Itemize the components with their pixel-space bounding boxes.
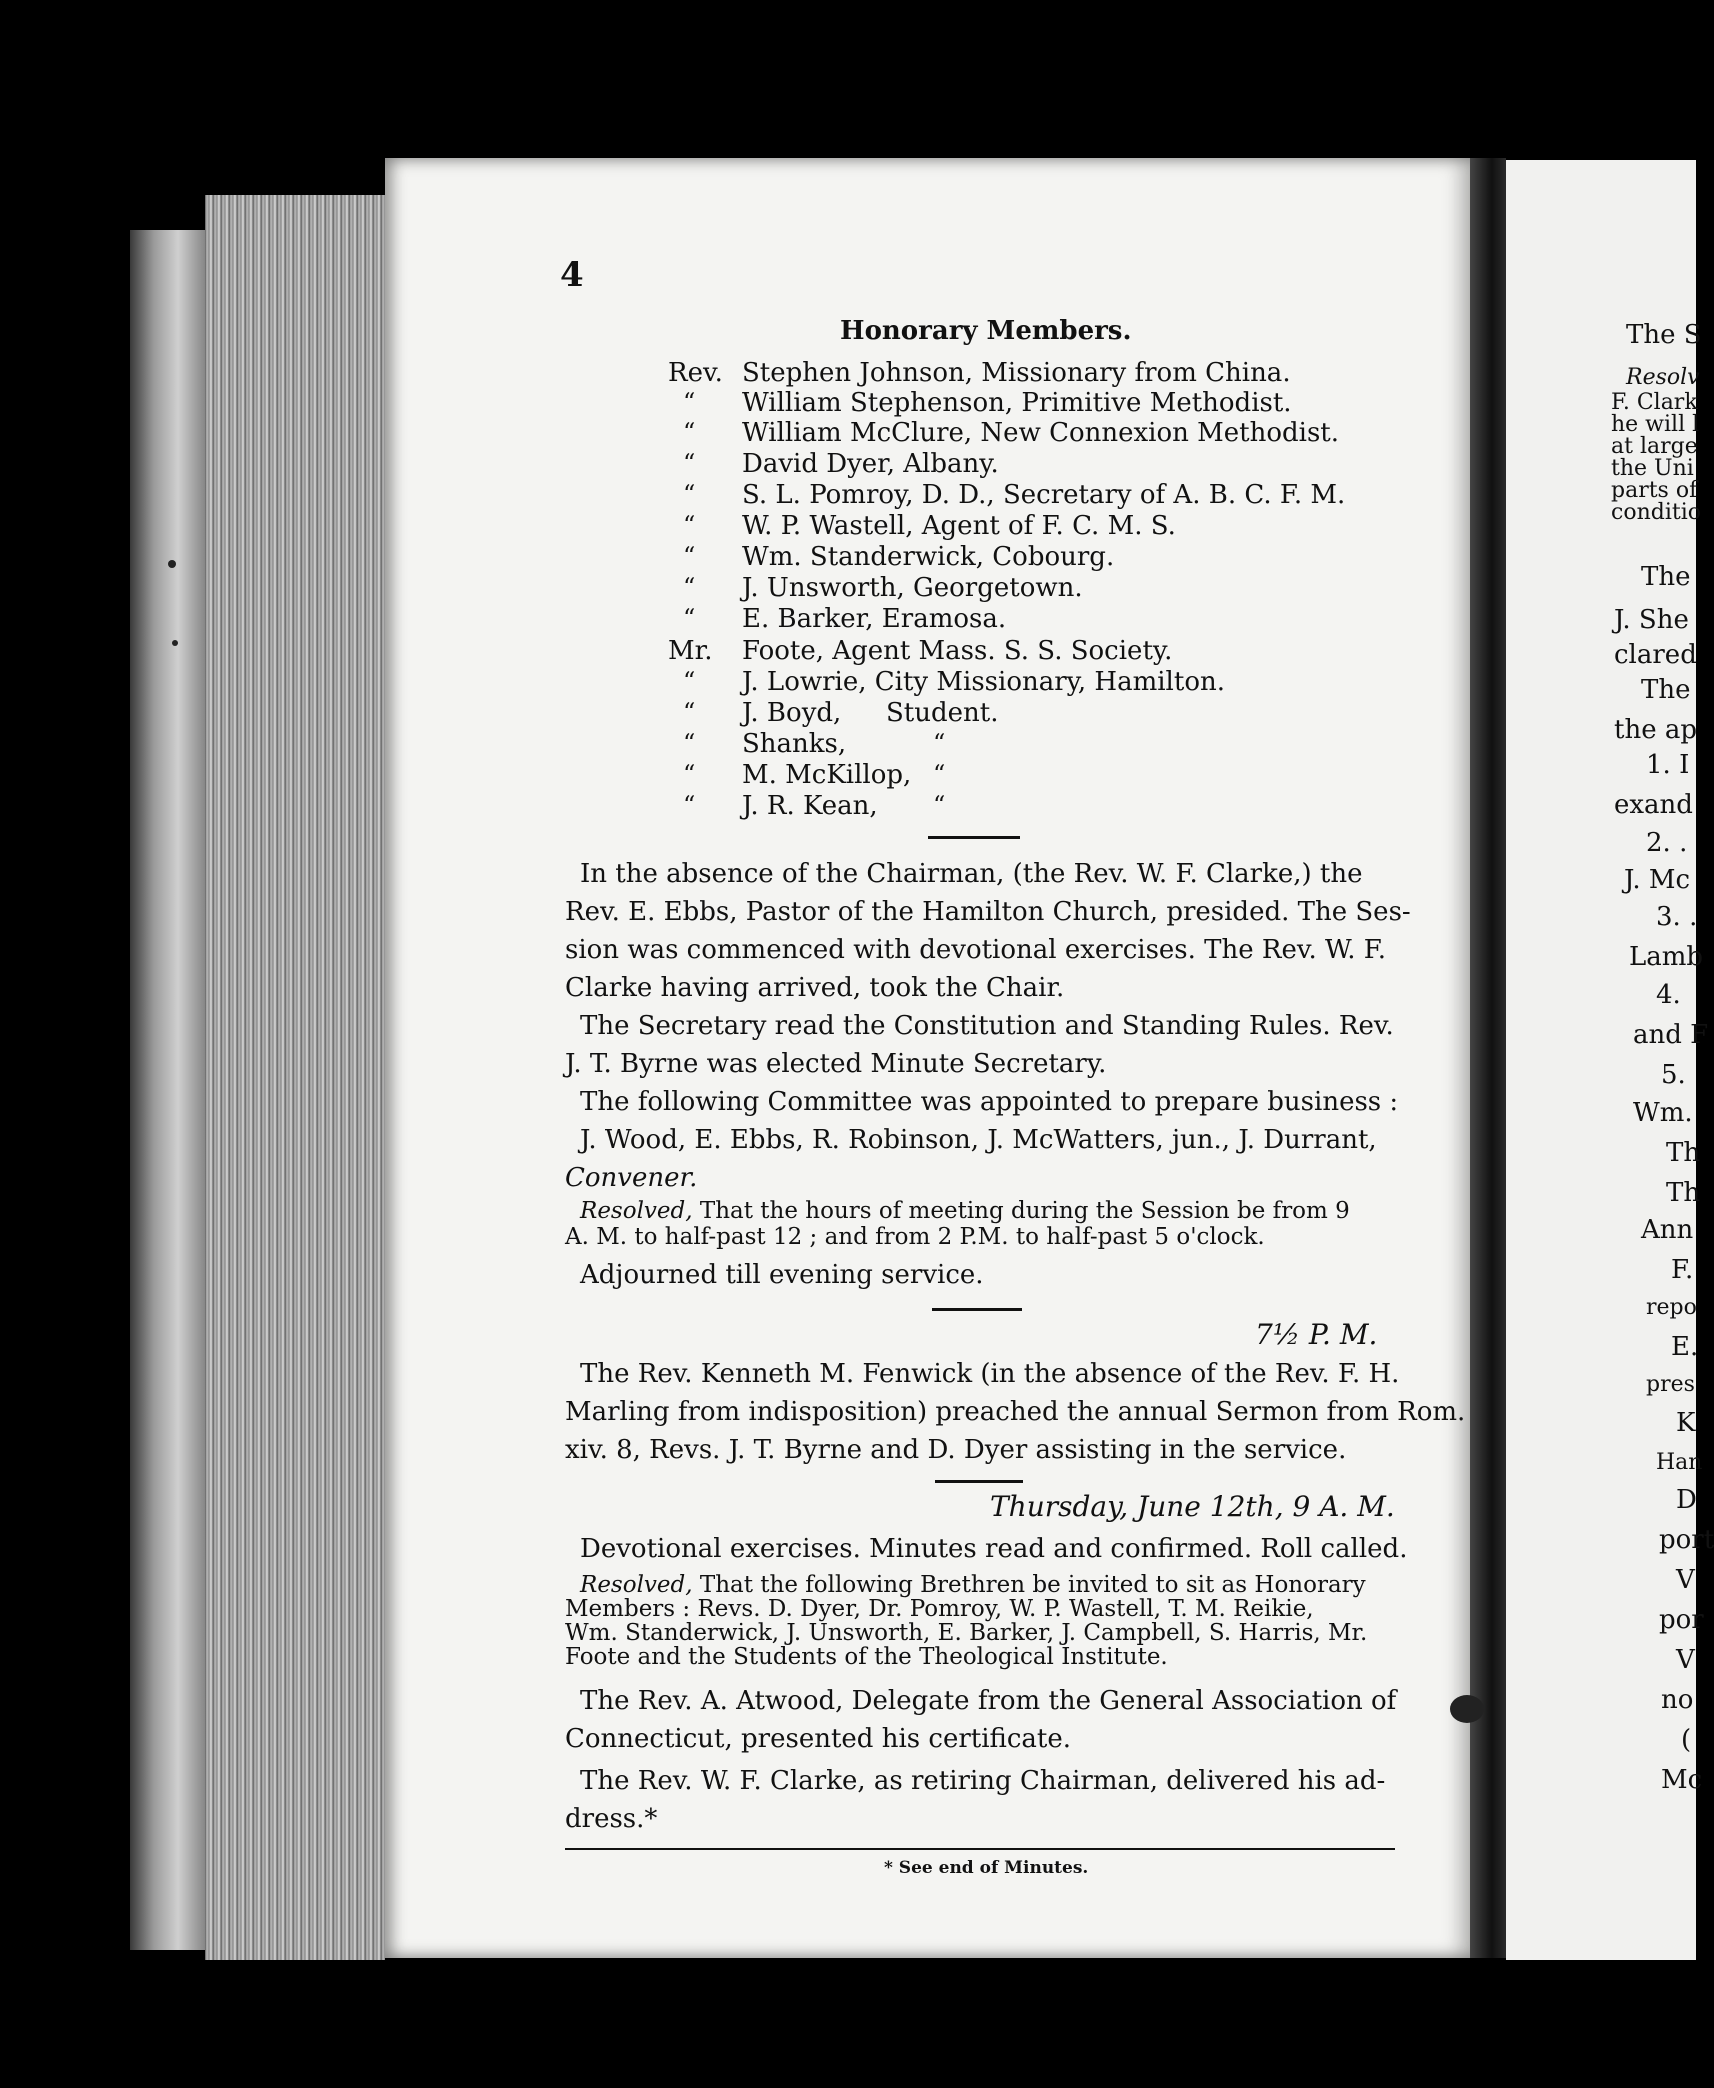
member-role-ditto: “ [933, 760, 946, 788]
member-title: “ [683, 729, 696, 757]
paragraph-text: That the following Brethren be invited to sit as Honorary [699, 1572, 1366, 1598]
member-title: “ [683, 698, 696, 726]
right-page-line: conditio [1611, 500, 1701, 525]
member-title: Rev. [668, 358, 723, 388]
secretary-paragraph [565, 1007, 1395, 1083]
page-stack-edge [205, 195, 385, 1960]
member-name: William Stephenson, Primitive Methodist. [742, 388, 1292, 418]
paragraph-line: Foote and the Students of the Theological Institute. [565, 1644, 1168, 1670]
right-page-line: Ann [1641, 1215, 1694, 1245]
paragraph-line: Clarke having arrived, took the Chair. [565, 973, 1065, 1003]
member-role: Student. [886, 698, 999, 728]
book-cover-edge [130, 230, 210, 1950]
member-title: “ [683, 604, 696, 632]
paragraph-line: sion was commenced with devotional exercises. The Rev. W. F. [565, 935, 1386, 965]
ink-speck [168, 560, 176, 568]
paragraph-line: xiv. 8, Revs. J. T. Byrne and D. Dyer assisting in the service. [565, 1435, 1347, 1465]
paragraph-line: A. M. to half-past 12 ; and from 2 P.M. to half-past 5 o'clock. [565, 1224, 1265, 1250]
book-gutter [1470, 158, 1506, 1958]
right-page-line: 2. . [1646, 828, 1688, 858]
paragraph-line: The following Committee was appointed to prepare business : [580, 1087, 1399, 1117]
member-name: David Dyer, Albany. [742, 449, 999, 479]
member-name: William McClure, New Connexion Methodist. [742, 418, 1340, 448]
right-page-line: F. Clark [1611, 390, 1698, 415]
member-title: Mr. [668, 636, 713, 666]
right-page-line: Th [1666, 1178, 1701, 1208]
right-page-line: Han [1656, 1450, 1703, 1475]
member-title: “ [683, 791, 696, 819]
member-title: “ [683, 667, 696, 695]
right-page-line: J. Mc [1624, 865, 1691, 895]
sermon-paragraph [565, 1355, 1466, 1469]
resolved-honorary [565, 1573, 1395, 1669]
right-page-line: por [1659, 1605, 1704, 1635]
paragraph-line: The Rev. Kenneth M. Fenwick (in the absence of the Rev. F. H. [580, 1359, 1400, 1389]
right-page-line: D [1676, 1485, 1697, 1515]
right-page-line: Resolv [1626, 365, 1700, 390]
member-name: M. McKillop, [742, 760, 912, 790]
right-page-line: Th [1666, 1138, 1701, 1168]
member-role-ditto: “ [933, 729, 946, 757]
right-page-line: V [1676, 1645, 1695, 1675]
member-name: J. R. Kean, [742, 791, 878, 821]
paragraph-line: Rev. E. Ebbs, Pastor of the Hamilton Church, presided. The Ses- [565, 897, 1411, 927]
section-divider [932, 1308, 1022, 1311]
paragraph-text: That the hours of meeting during the Session be from 9 [699, 1198, 1350, 1224]
page-number: 4 [560, 255, 584, 295]
member-title: “ [683, 480, 696, 508]
committee-paragraph [565, 1083, 1399, 1197]
ink-speck [172, 640, 178, 646]
clarke-paragraph [565, 1762, 1395, 1838]
right-page-line: parts of [1611, 478, 1698, 503]
section-divider [935, 1480, 1023, 1483]
atwood-paragraph [565, 1682, 1395, 1758]
right-page-line: the Uni [1611, 456, 1694, 481]
member-name: Shanks, [742, 729, 847, 759]
right-page-line: repo [1646, 1295, 1697, 1320]
right-page-line: he will l [1611, 412, 1700, 437]
member-name: W. P. Wastell, Agent of F. C. M. S. [742, 511, 1176, 541]
paragraph-line: In the absence of the Chairman, (the Rev. W. F. Clarke,) the [580, 859, 1363, 889]
member-name: J. Unsworth, Georgetown. [742, 573, 1083, 603]
right-page-line: The [1641, 562, 1691, 592]
right-page-line: the ap [1614, 715, 1697, 745]
right-page-line: V [1676, 1565, 1695, 1595]
right-page-line: clared [1614, 640, 1697, 670]
paragraph-line: J. T. Byrne was elected Minute Secretary. [565, 1049, 1107, 1079]
right-page-line: The [1641, 675, 1691, 705]
member-title: “ [683, 449, 696, 477]
member-name: E. Barker, Eramosa. [742, 604, 1007, 634]
opening-paragraph [565, 855, 1411, 1007]
resolved-hours [565, 1198, 1395, 1250]
member-title: “ [683, 760, 696, 788]
right-page-fragment [1506, 160, 1714, 1960]
ink-blot [1450, 1695, 1484, 1723]
right-page-line: port [1659, 1525, 1714, 1555]
paragraph-line: Adjourned till evening service. [580, 1260, 984, 1290]
right-page-line: pres [1646, 1372, 1695, 1397]
right-page-line: and F [1633, 1020, 1709, 1050]
member-title: “ [683, 388, 696, 416]
right-page-line: E. [1671, 1332, 1699, 1362]
member-role-ditto: “ [933, 791, 946, 819]
right-page-line: 1. I [1646, 750, 1690, 780]
date-heading: Thursday, June 12th, 9 A. M. [990, 1490, 1395, 1523]
time-heading: 7½ P. M. [1255, 1318, 1378, 1351]
section-divider [928, 836, 1020, 839]
paragraph-line: The Secretary read the Constitution and Standing Rules. Rev. [580, 1011, 1394, 1041]
resolved-label: Resolved, [580, 1198, 693, 1224]
right-page-line: at large [1611, 434, 1698, 459]
paragraph-line: Members : Revs. D. Dyer, Dr. Pomroy, W. P. Wastell, T. M. Reikie, [565, 1596, 1314, 1622]
right-page-line: Lamb [1629, 942, 1704, 972]
member-name: J. Boyd, [742, 698, 842, 728]
paragraph-line: Wm. Standerwick, J. Unsworth, E. Barker, J. Campbell, S. Harris, Mr. [565, 1620, 1368, 1646]
paragraph-line: The Rev. A. Atwood, Delegate from the General Association of [580, 1686, 1397, 1716]
footnote-rule [565, 1848, 1395, 1850]
paragraph-line: Convener. [565, 1163, 698, 1193]
right-page-line: The S [1626, 320, 1702, 350]
member-title: “ [683, 511, 696, 539]
right-page-line: 5. [1661, 1060, 1686, 1090]
right-page-line: no [1661, 1685, 1694, 1715]
adjourned-line [565, 1256, 1395, 1294]
right-page-line: 3. . [1656, 902, 1698, 932]
devotional-line [565, 1530, 1408, 1568]
paragraph-line: J. Wood, E. Ebbs, R. Robinson, J. McWatters, jun., J. Durrant, [580, 1125, 1377, 1155]
paragraph-line: Devotional exercises. Minutes read and confirmed. Roll called. [580, 1534, 1408, 1564]
paragraph-line: Marling from indisposition) preached the annual Sermon from Rom. [565, 1397, 1466, 1427]
member-name: Foote, Agent Mass. S. S. Society. [742, 636, 1173, 666]
right-page-line: F. [1671, 1255, 1694, 1285]
member-title: “ [683, 573, 696, 601]
section-heading: Honorary Members. [840, 316, 1132, 346]
member-name: Stephen Johnson, Missionary from China. [742, 358, 1291, 388]
member-name: Wm. Standerwick, Cobourg. [742, 542, 1115, 572]
paragraph-line: Connecticut, presented his certificate. [565, 1724, 1072, 1754]
member-title: “ [683, 542, 696, 570]
member-name: J. Lowrie, City Missionary, Hamilton. [742, 667, 1225, 697]
resolved-label: Resolved, [580, 1572, 693, 1598]
right-page-line: 4. [1656, 980, 1681, 1010]
right-page-line: Wm. [1633, 1098, 1693, 1128]
right-page-line: Mc [1661, 1765, 1703, 1795]
paragraph-line: dress.* [565, 1804, 658, 1834]
paragraph-line: The Rev. W. F. Clarke, as retiring Chairman, delivered his ad- [580, 1766, 1386, 1796]
member-title: “ [683, 418, 696, 446]
right-page-line: J. She [1614, 605, 1689, 635]
right-page-line: exand [1614, 790, 1693, 820]
right-page-line: ( [1681, 1725, 1692, 1755]
footnote: * See end of Minutes. [884, 1858, 1089, 1878]
member-name: S. L. Pomroy, D. D., Secretary of A. B. C. F. M. [742, 480, 1346, 510]
right-page-line: K [1676, 1408, 1696, 1438]
